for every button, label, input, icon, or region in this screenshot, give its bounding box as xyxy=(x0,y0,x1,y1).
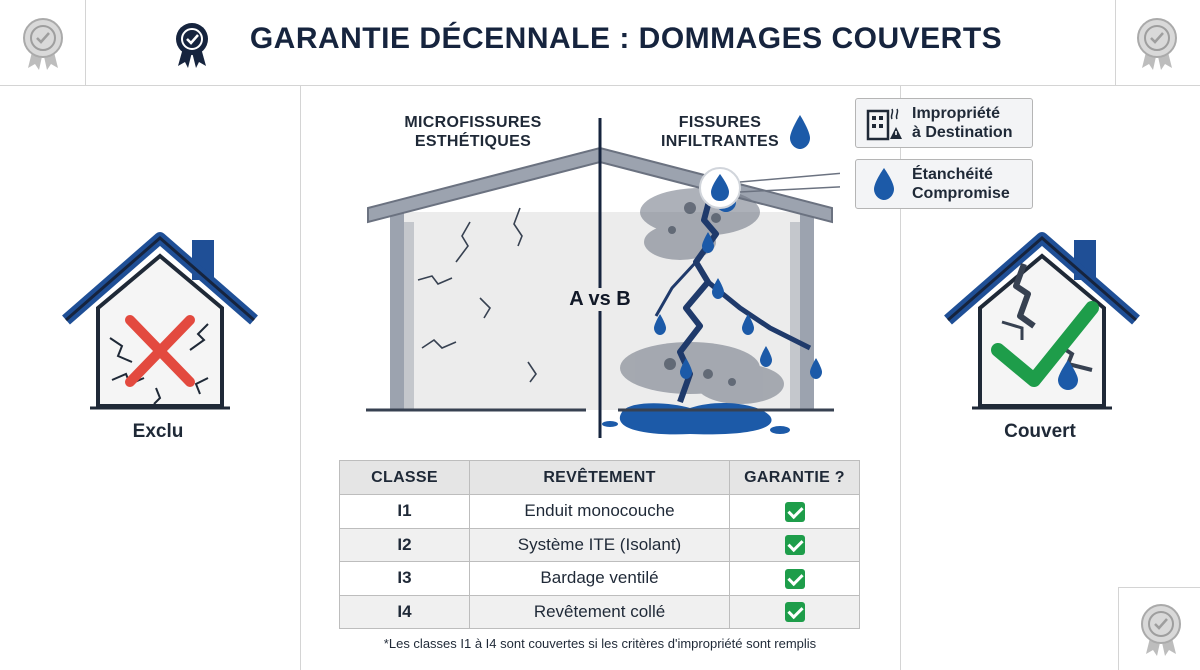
water-drop-icon xyxy=(788,113,812,151)
frame-left-column-divider xyxy=(300,86,301,670)
callout-etancheite-text: Étanchéité Compromise xyxy=(912,166,1010,202)
house-cracked-check-icon xyxy=(942,228,1142,414)
table-row xyxy=(340,595,860,629)
cell-garantie xyxy=(730,528,860,562)
excluded-label: Exclu xyxy=(132,421,184,442)
cell-garantie xyxy=(730,562,860,596)
footnote: *Les classes I1 à I4 sont couvertes si les critères d'impropriété sont remplis xyxy=(383,636,817,651)
seal-icon xyxy=(1136,600,1186,658)
header-revetement: REVÊTEMENT xyxy=(470,461,730,495)
cell-classe: I2 xyxy=(340,528,470,562)
label-microfissures: MICROFISSURES ESTHÉTIQUES xyxy=(404,114,542,150)
frame-bottom-box-left xyxy=(1118,587,1119,670)
cell-revetement: Système ITE (Isolant) xyxy=(470,528,730,562)
table-row xyxy=(340,495,860,529)
building-warning-icon xyxy=(864,105,904,141)
crack-comparison-illustration xyxy=(360,112,840,448)
label-fissures-infiltrantes: FISSURES INFILTRANTES xyxy=(661,114,779,150)
header-classe: CLASSE xyxy=(340,461,470,495)
cell-garantie xyxy=(730,595,860,629)
cell-revetement: Enduit monocouche xyxy=(470,495,730,529)
callout-impropriete-text: Impropriété à Destination xyxy=(912,105,1013,141)
check-icon xyxy=(785,535,805,555)
cell-classe: I3 xyxy=(340,562,470,596)
cell-garantie xyxy=(730,495,860,529)
house-cracked-cross-icon xyxy=(60,228,260,414)
cell-classe: I1 xyxy=(340,495,470,529)
table-row xyxy=(340,528,860,562)
cell-revetement: Bardage ventilé xyxy=(470,562,730,596)
table-header-row xyxy=(340,461,860,495)
callout-impropriete xyxy=(855,98,1033,148)
page-title: GARANTIE DÉCENNALE : DOMMAGES COUVERTS xyxy=(249,22,1003,55)
check-icon xyxy=(785,569,805,589)
covered-label: Couvert xyxy=(1004,421,1076,442)
coverage-table xyxy=(339,460,860,629)
comparison-label: A vs B xyxy=(560,288,640,311)
cell-classe: I4 xyxy=(340,595,470,629)
water-drop-icon xyxy=(864,166,904,202)
frame-top-divider xyxy=(0,85,1200,86)
check-icon xyxy=(785,602,805,622)
table-row xyxy=(340,562,860,596)
check-icon xyxy=(785,502,805,522)
callout-etancheite xyxy=(855,159,1033,209)
header-garantie: GARANTIE ? xyxy=(730,461,860,495)
frame-bottom-box-top xyxy=(1118,587,1200,588)
cell-revetement: Revêtement collé xyxy=(470,595,730,629)
